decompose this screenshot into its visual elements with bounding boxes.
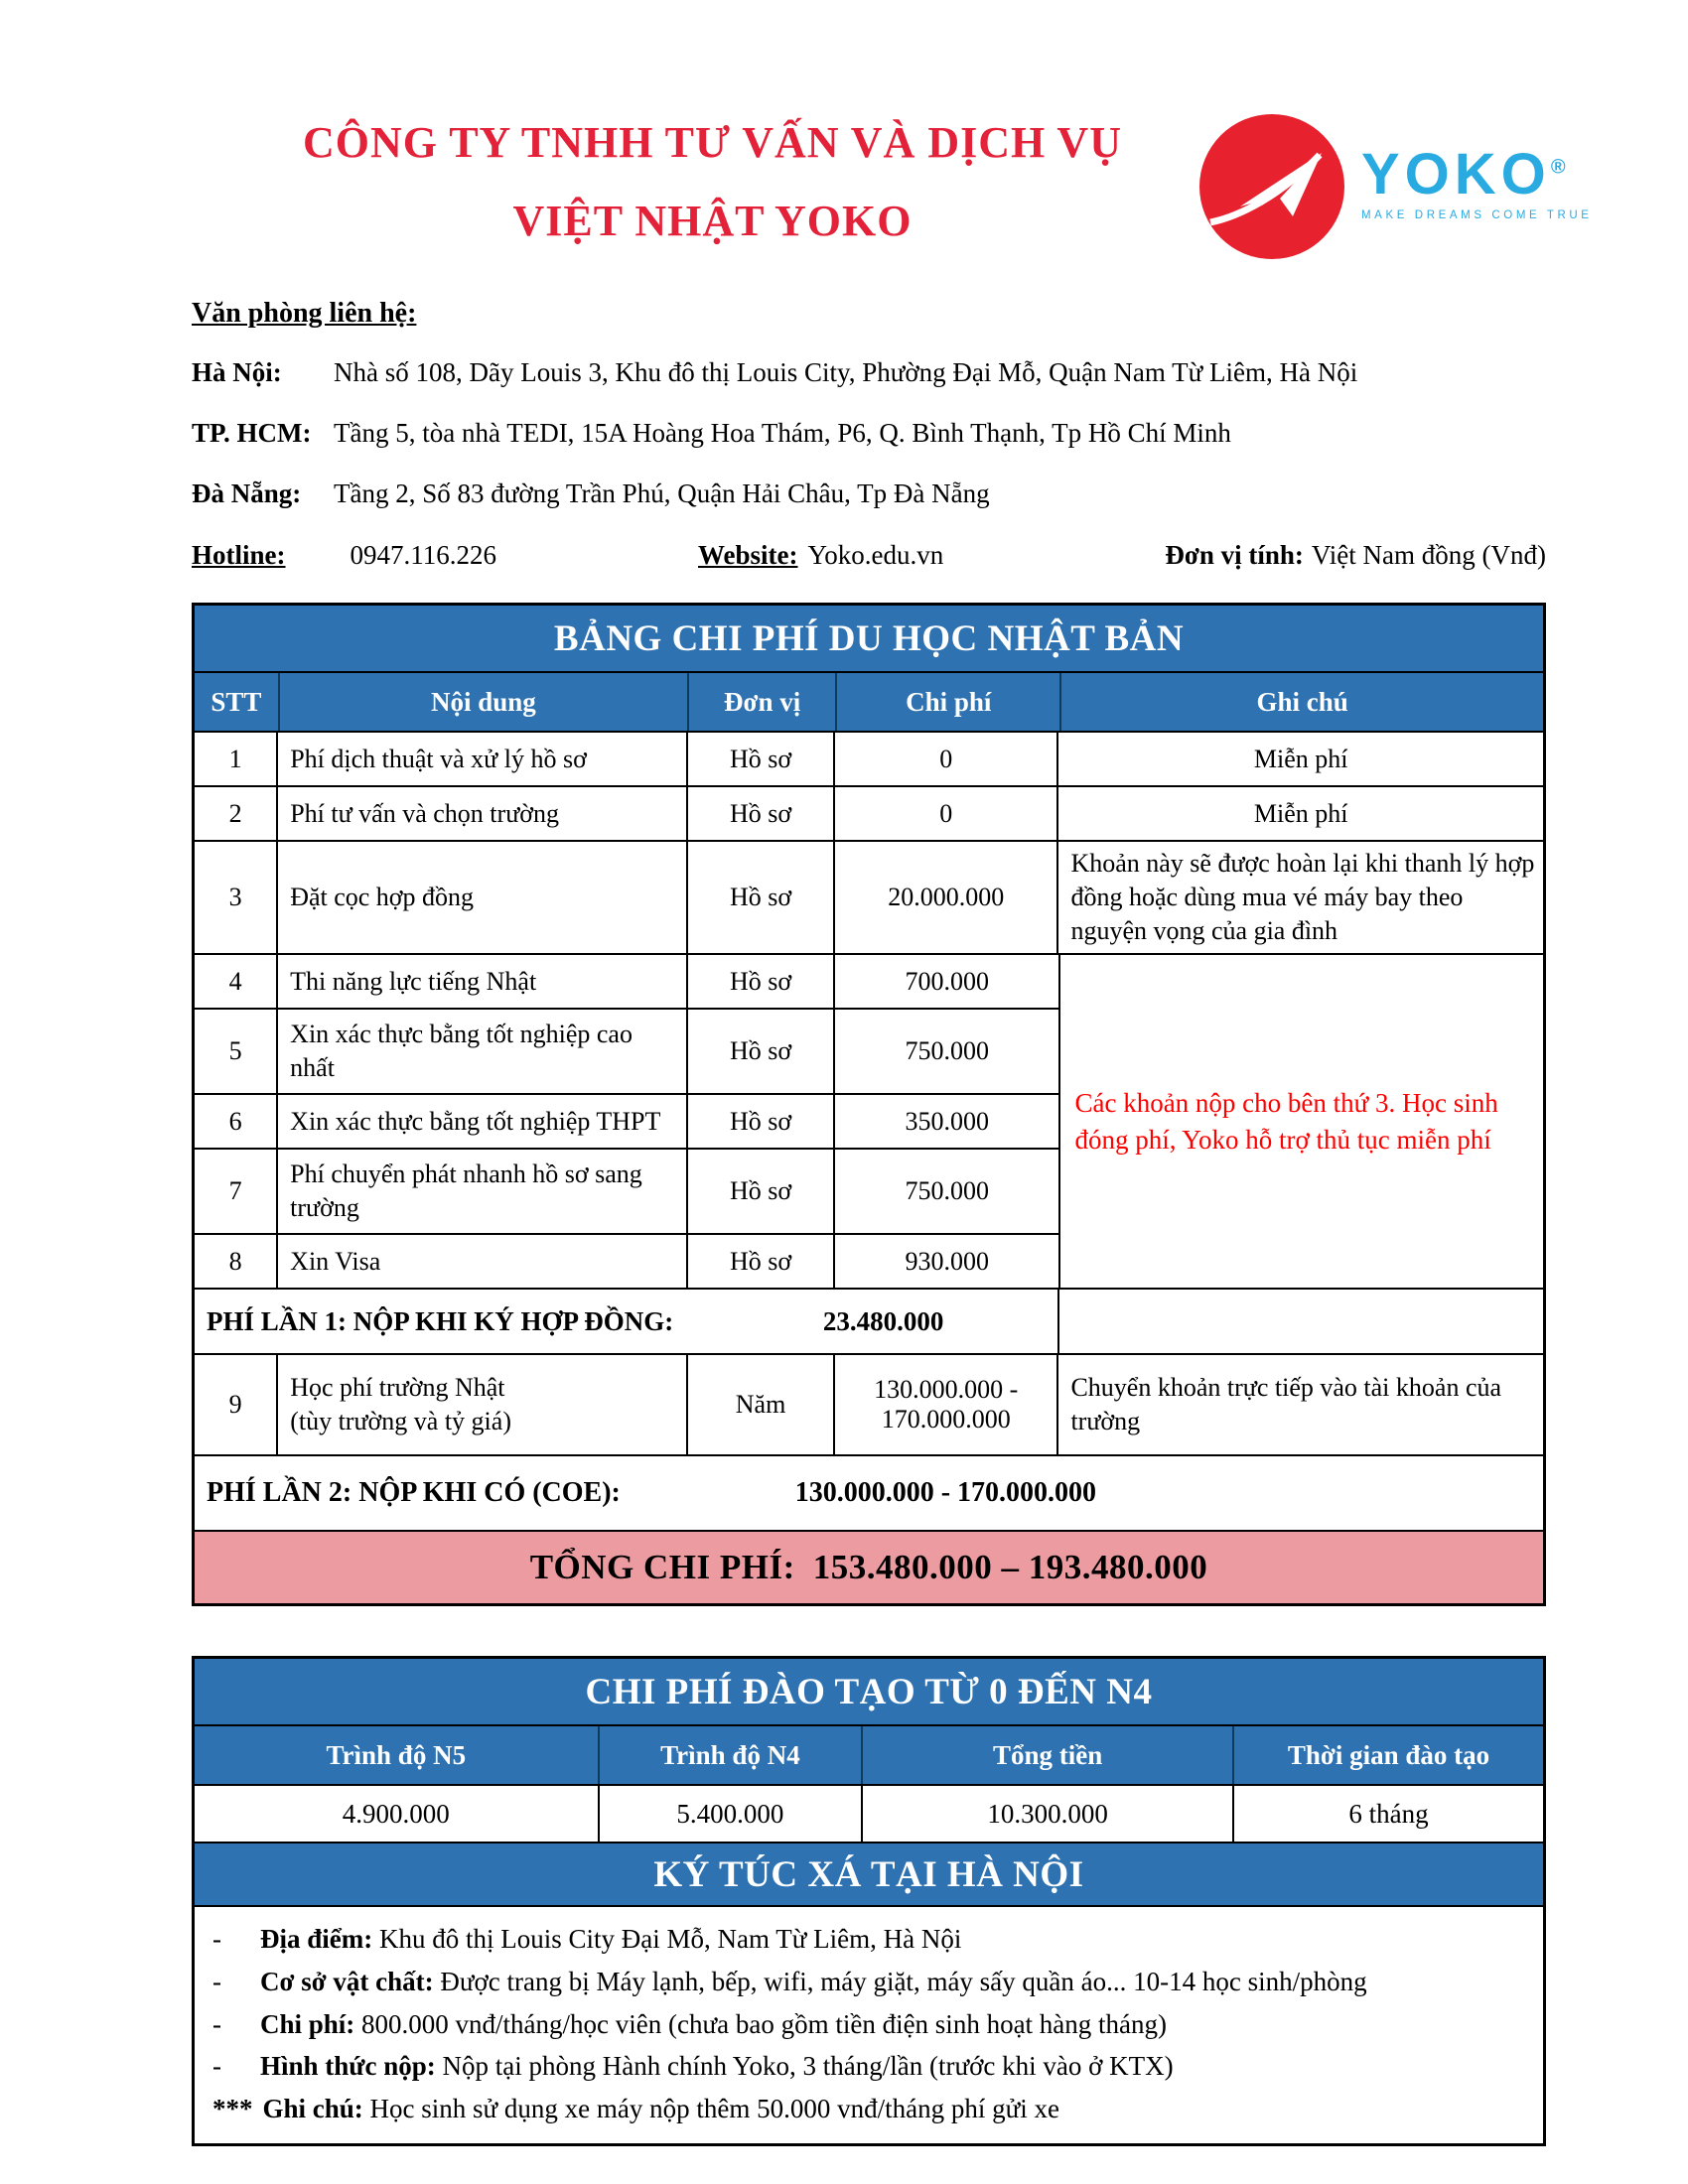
office-address: Tầng 5, tòa nhà TEDI, 15A Hoàng Hoa Thám, P6, Q. Bình Thạnh, Tp Hồ Chí Minh [334,417,1231,448]
logo-brand: YOKO [1361,142,1551,206]
website-label: Website: [698,540,798,571]
list-item-term: Ghi chú: [262,2094,363,2124]
cell-unit: Hồ sơ [688,733,835,785]
bullet: - [212,2008,221,2039]
office-hanoi [192,356,1546,390]
cell-cost: 930.000 [905,1246,989,1276]
list-item-term: Địa điểm: [260,1924,373,1955]
list-item-term: Cơ sở vật chất: [260,1966,434,1996]
cell-cost: 0 [835,733,1058,785]
dorm-title: KÝ TÚC XÁ TẠI HÀ NỘI [195,1843,1543,1907]
office-danang [192,478,1546,511]
cell-unit: Hồ sơ [688,1150,835,1233]
training-value-row [195,1786,1543,1843]
cell-stt: 5 [195,1010,278,1093]
list-item-body: 800.000 vnđ/tháng/học viên (chưa bao gồm tiền điện sinh hoạt hàng tháng) [361,2008,1168,2039]
cell-stt: 3 [195,842,278,953]
cell-content: Xin xác thực bằng tốt nghiệp THPT [278,1095,688,1148]
subtotal1-value: 23.480.000 [822,1305,944,1336]
col-header-content: Nội dung [280,673,689,731]
bullet: - [212,2051,221,2082]
list-item [205,2048,1529,2085]
table-row [195,1235,1058,1288]
fee-table-header-row [195,673,1543,733]
cell-content: Phí dịch thuật và xử lý hồ sơ [278,733,688,785]
cell-stt: 8 [195,1235,278,1288]
hotline-row [192,540,1546,571]
currency-unit-label: Đơn vị tính: [1165,540,1304,571]
subtotal1-row [195,1290,1543,1355]
cell-stt: 6 [195,1095,278,1148]
merged-rows-block [195,955,1543,1290]
list-item-term: Chi phí: [260,2008,355,2039]
total-value: 153.480.000 – 193.480.000 [812,1548,1208,1587]
training-header-row [195,1726,1543,1786]
col-header-n4: Trình độ N4 [600,1726,864,1784]
office-hcm [192,417,1546,451]
yoko-logo [1196,111,1593,262]
cell-cost: 130.000.000 - 170.000.000 [835,1355,1058,1454]
col-header-duration: Thời gian đào tạo [1287,1739,1490,1770]
bullet: *** [212,2094,253,2124]
document-header [0,0,1688,290]
training-table [192,1656,1546,2146]
col-header-note: Ghi chú [1256,686,1348,717]
logo-brand-text [1361,142,1593,206]
bullet: - [212,1924,221,1955]
col-header-unit: Đơn vị [689,673,837,731]
cell-note: Miễn phí [1253,744,1348,773]
cell-content: Xin Visa [278,1235,688,1288]
registered-mark: ® [1550,156,1566,179]
total-row [195,1532,1543,1603]
cell-n5-price: 4.900.000 [195,1786,600,1842]
cell-stt: 2 [195,787,278,840]
company-title-block [189,117,1236,246]
company-name-line2: VIỆT NHẬT YOKO [512,197,913,245]
currency-unit-value: Việt Nam đồng (Vnđ) [1311,540,1546,571]
table-row [195,787,1543,842]
cell-note: Khoản này sẽ được hoàn lại khi thanh lý hợp đồng hoặc dùng mua vé máy bay theo nguyện vọng của gia đình [1070,848,1535,946]
col-header-stt: STT [195,673,280,731]
fee-table [192,603,1546,1606]
table-row [195,1010,1058,1095]
cell-content: Thi năng lực tiếng Nhật [278,955,688,1008]
cell-cost: 700.000 [905,966,989,996]
cell-content: Đặt cọc hợp đồng [278,842,688,953]
cell-cost: 0 [835,787,1058,840]
cell-content-line1: Học phí trường Nhật [290,1373,505,1403]
cell-stt: 4 [195,955,278,1008]
list-item-text [260,2006,1167,2043]
cell-stt: 1 [195,733,278,785]
paper-plane-logo-icon [1196,111,1347,262]
hotline-value: 0947.116.226 [350,540,496,571]
list-item-body: Được trang bị Máy lạnh, bếp, wifi, máy giặt, máy sấy quần áo... 10-14 học sinh/phòng [440,1966,1367,1996]
list-item-text [260,1964,1367,2000]
cell-content: Xin xác thực bằng tốt nghiệp cao nhất [278,1010,688,1093]
logo-tagline: MAKE DREAMS COME TRUE [1361,209,1593,221]
cell-content [278,1355,688,1454]
cell-unit: Năm [688,1355,835,1454]
logo-wordmark [1361,142,1593,221]
cell-unit: Hồ sơ [688,842,835,953]
list-item-body: Học sinh sử dụng xe máy nộp thêm 50.000 vnđ/tháng phí gửi xe [369,2094,1059,2124]
cell-cost: 750.000 [905,1176,989,1206]
fee-table-title: BẢNG CHI PHÍ DU HỌC NHẬT BẢN [195,606,1543,673]
hotline-label: Hotline: [192,540,286,571]
website-value: Yoko.edu.vn [807,540,944,571]
office-address: Tầng 2, Số 83 đường Trần Phú, Quận Hải Châu, Tp Đà Nẵng [334,478,990,508]
col-header-cost: Chi phí [837,673,1061,731]
cell-stt: 9 [195,1355,278,1454]
subtotal1-label: PHÍ LẦN 1: NỘP KHI KÝ HỢP ĐỒNG: [207,1305,674,1336]
cell-content: Phí chuyển phát nhanh hồ sơ sang trường [278,1150,688,1233]
merged-note-cell: Các khoản nộp cho bên thứ 3. Học sinh đóng phí, Yoko hỗ trợ thủ tục miễn phí [1058,955,1543,1288]
list-item-text [260,2048,1174,2085]
list-item-note [205,2091,1529,2127]
contact-section [192,298,1546,571]
total-label: TỔNG CHI PHÍ: [529,1548,795,1587]
company-name-line1: CÔNG TY TNHH TƯ VẤN VÀ DỊCH VỤ [303,118,1122,167]
cell-unit: Hồ sơ [688,1010,835,1093]
cell-cost: 20.000.000 [835,842,1058,953]
cell-n4-price: 5.400.000 [600,1786,864,1842]
cell-duration: 6 tháng [1348,1798,1429,1829]
cell-total-price: 10.300.000 [863,1786,1234,1842]
list-item [205,1921,1529,1958]
subtotal2-label: PHÍ LẦN 2: NỘP KHI CÓ (COE): [207,1477,621,1509]
office-address: Nhà số 108, Dãy Louis 3, Khu đô thị Louis City, Phường Đại Mỗ, Quận Nam Từ Liêm, Hà Nội [334,357,1358,387]
list-item-body: Nộp tại phòng Hành chính Yoko, 3 tháng/lần (trước khi vào ở KTX) [442,2051,1174,2082]
cell-note: Chuyển khoản trực tiếp vào tài khoản của trường [1070,1372,1502,1436]
subtotal1-empty-note [1057,1290,1543,1353]
list-item-term: Hình thức nộp: [260,2051,436,2082]
office-label: TP. HCM: [192,417,312,448]
table-row [195,955,1058,1010]
cell-unit: Hồ sơ [688,955,835,1008]
col-header-total: Tổng tiền [863,1726,1234,1784]
table-row [195,733,1543,787]
table-row [195,842,1543,955]
table-row [195,1355,1543,1456]
cell-note: Miễn phí [1253,798,1348,828]
office-label: Đà Nẵng: [192,478,302,508]
contact-heading: Văn phòng liên hệ: [192,298,417,329]
col-header-n5: Trình độ N5 [195,1726,600,1784]
table-row [195,1150,1058,1235]
cell-stt: 7 [195,1150,278,1233]
office-label: Hà Nội: [192,357,282,387]
table-row [195,1095,1058,1150]
cell-unit: Hồ sơ [688,1235,835,1288]
subtotal2-row [195,1456,1543,1532]
training-table-title: CHI PHÍ ĐÀO TẠO TỪ 0 ĐẾN N4 [195,1659,1543,1726]
bullet: - [212,1966,221,1996]
cell-cost: 350.000 [905,1106,989,1136]
cell-unit: Hồ sơ [688,787,835,840]
cell-content-line2: (tùy trường và tỷ giá) [290,1407,511,1436]
cell-content: Phí tư vấn và chọn trường [278,787,688,840]
list-item-text [260,1921,961,1958]
subtotal2-value: 130.000.000 - 170.000.000 [794,1477,1097,1509]
dorm-list [195,1907,1543,2143]
list-item-body: Khu đô thị Louis City Đại Mỗ, Nam Từ Liêm, Hà Nội [378,1924,962,1955]
list-item [205,2006,1529,2043]
cell-unit: Hồ sơ [688,1095,835,1148]
cell-cost: 750.000 [905,1036,989,1066]
list-item [205,1964,1529,2000]
list-item-text [263,2091,1059,2127]
